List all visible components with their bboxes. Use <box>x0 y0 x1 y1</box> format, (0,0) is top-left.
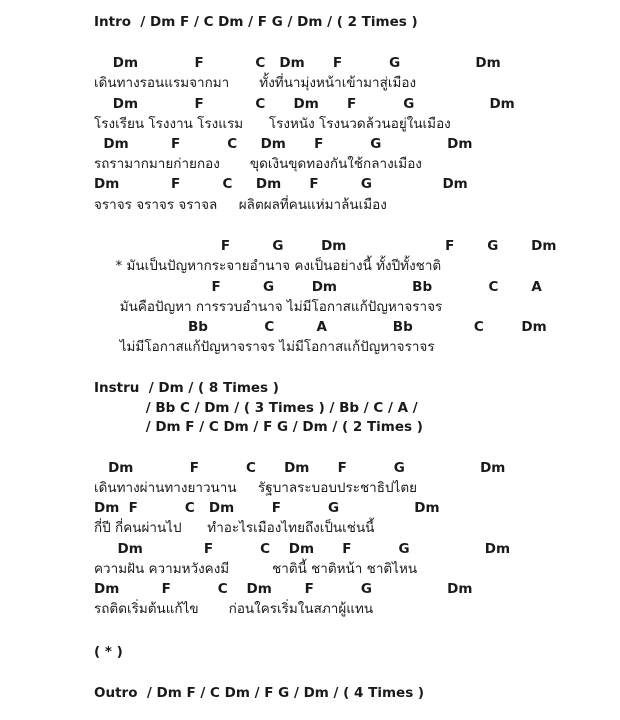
chorus-lyric-line: ไม่มีโอกาสแก้ปัญหาจราจร ไม่มีโอกาสแก้ปัญหาจราจร <box>94 339 435 355</box>
chorus-lyric-line: * มันเป็นปัญหากระจายอำนาจ คงเป็นอย่างนี้ ทั้งปีทั้งชาติ <box>94 258 442 274</box>
lyric-line: เดินทางผ่านทางยาวนาน รัฐบาลระบอบประชาธิปไตย <box>94 480 417 496</box>
lyric-line: ความฝัน ความหวังคงมี ชาตินี้ ชาติหน้า ชาติไหน <box>94 561 418 577</box>
chord-line: Dm F C Dm F G Dm <box>94 581 473 597</box>
chord-line: Dm F C Dm F G Dm <box>94 500 440 516</box>
chord-line: F G Dm Bb C A <box>94 279 542 295</box>
chord-line: Bb C A Bb C Dm <box>94 319 547 335</box>
outro-line: Outro / Dm F / C Dm / F G / Dm / ( 4 Times ) <box>94 685 425 701</box>
lyric-line: เดินทางรอนแรมจากมา ทั้งที่นามุ่งหน้าเข้ามาสู่เมือง <box>94 75 417 91</box>
lyric-line: กี่ปี กี่คนผ่านไป ทำอะไรเมืองไทยถึงเป็นเช่นนี้ <box>94 520 375 536</box>
chord-line: Dm F C Dm F G Dm <box>94 176 468 192</box>
chord-line: Dm F C Dm F G Dm <box>94 460 506 476</box>
chord-line: Dm F C Dm F G Dm <box>94 96 515 112</box>
chord-line: F G Dm F G Dm <box>94 238 557 254</box>
intro-line: Intro / Dm F / C Dm / F G / Dm / ( 2 Times ) <box>94 14 418 30</box>
lyric-line: รถรามากมายก่ายกอง ขุดเงินขุดทองกันใช้กลางเมือง <box>94 156 422 172</box>
lyric-line: รถติดเริ่มต้นแก้ไข ก่อนใครเริ่มในสภาผู้แทน <box>94 601 374 617</box>
chord-line: Dm F C Dm F G Dm <box>94 55 501 71</box>
instru-line: Instru / Dm / ( 8 Times ) <box>94 380 279 396</box>
instru-line: / Bb C / Dm / ( 3 Times ) / Bb / C / A / <box>94 400 418 416</box>
chord-line: Dm F C Dm F G Dm <box>94 541 511 557</box>
lyric-line: จราจร จราจร จราจล ผลิตผลที่คนแห่มาล้นเมือง <box>94 197 387 213</box>
chorus-repeat-marker: ( * ) <box>94 644 123 660</box>
instru-line: / Dm F / C Dm / F G / Dm / ( 2 Times ) <box>94 419 423 435</box>
chord-line: Dm F C Dm F G Dm <box>94 136 473 152</box>
lyric-line: โรงเรียน โรงงาน โรงแรม โรงหนัง โรงนวดล้วนอยู่ในเมือง <box>94 116 451 132</box>
chorus-lyric-line: มันคือปัญหา การรวบอำนาจ ไม่มีโอกาสแก้ปัญหาจราจร <box>94 299 443 315</box>
